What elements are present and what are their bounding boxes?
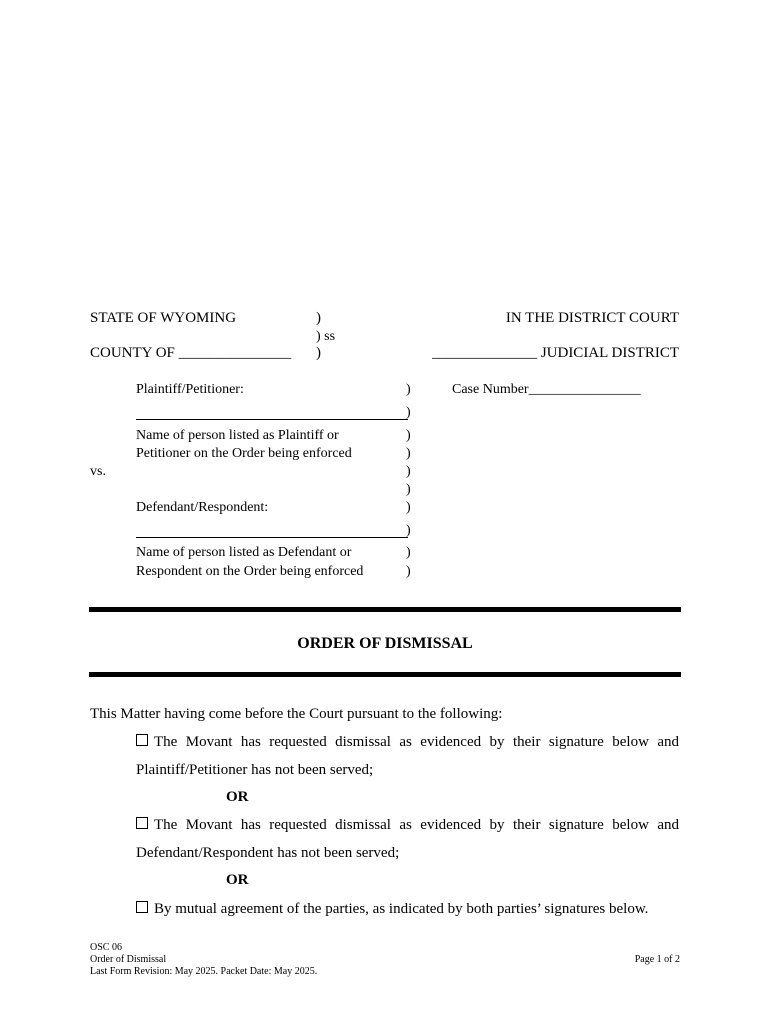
caption-paren: ) [406, 428, 411, 443]
footer-form-code: OSC 06 [90, 942, 122, 953]
option-2-line-2: Defendant/Respondent has not been served; [136, 845, 400, 861]
court-label: IN THE DISTRICT COURT [505, 310, 679, 326]
judicial-district-label: ______________ JUDICIAL DISTRICT [432, 345, 679, 361]
option-1-checkbox[interactable] [136, 734, 148, 746]
or-separator: OR [226, 789, 249, 805]
or-separator: OR [226, 872, 249, 888]
caption-paren: ) [406, 564, 411, 579]
plaintiff-name-line [136, 419, 408, 420]
state-label: STATE OF WYOMING [90, 310, 237, 326]
option-1-line-2: Plaintiff/Petitioner has not been served; [136, 762, 374, 778]
caption-paren: ) [406, 446, 411, 461]
document-title: ORDER OF DISMISSAL [297, 635, 473, 652]
plaintiff-note-1: Name of person listed as Plaintiff or [136, 428, 339, 443]
footer-page-number: Page 1 of 2 [634, 954, 680, 965]
plaintiff-label: Plaintiff/Petitioner: [136, 382, 244, 397]
plaintiff-note-2: Petitioner on the Order being enforced [136, 446, 352, 461]
caption-paren: ) [406, 545, 411, 560]
ss-label: ) ss [316, 329, 336, 344]
title-rule-bottom [89, 672, 681, 677]
footer-form-name: Order of Dismissal [90, 954, 167, 965]
caption-paren: ) [406, 523, 411, 538]
caption-paren: ) [406, 382, 411, 397]
option-2-line-1: The Movant has requested dismissal as evidenced by their signature below and [136, 817, 679, 834]
option-3-line: By mutual agreement of the parties, as indicated by both parties’ signatures below. [136, 901, 648, 918]
case-number-label: Case Number________________ [452, 382, 641, 397]
vs-label: vs. [90, 464, 106, 479]
caption-paren: ) [406, 405, 411, 420]
option-3-checkbox[interactable] [136, 901, 148, 913]
defendant-note-1: Name of person listed as Defendant or [136, 545, 352, 560]
option-1-line-1: The Movant has requested dismissal as evidenced by their signature below and [136, 734, 679, 751]
caption-paren: ) [406, 464, 411, 479]
caption-paren: ) [316, 345, 321, 361]
county-label: COUNTY OF _______________ [90, 345, 292, 361]
defendant-name-line [136, 537, 408, 538]
defendant-note-2: Respondent on the Order being enforced [136, 564, 364, 579]
footer-revision: Last Form Revision: May 2025. Packet Date: May 2025. [90, 966, 318, 977]
footer-block [90, 942, 317, 978]
intro-text: This Matter having come before the Court pursuant to the following: [90, 706, 503, 722]
title-rule-top [89, 607, 681, 612]
caption-paren: ) [406, 500, 411, 515]
defendant-label: Defendant/Respondent: [136, 500, 269, 515]
caption-paren: ) [406, 482, 411, 497]
option-2-checkbox[interactable] [136, 817, 148, 829]
caption-paren: ) [316, 310, 321, 326]
